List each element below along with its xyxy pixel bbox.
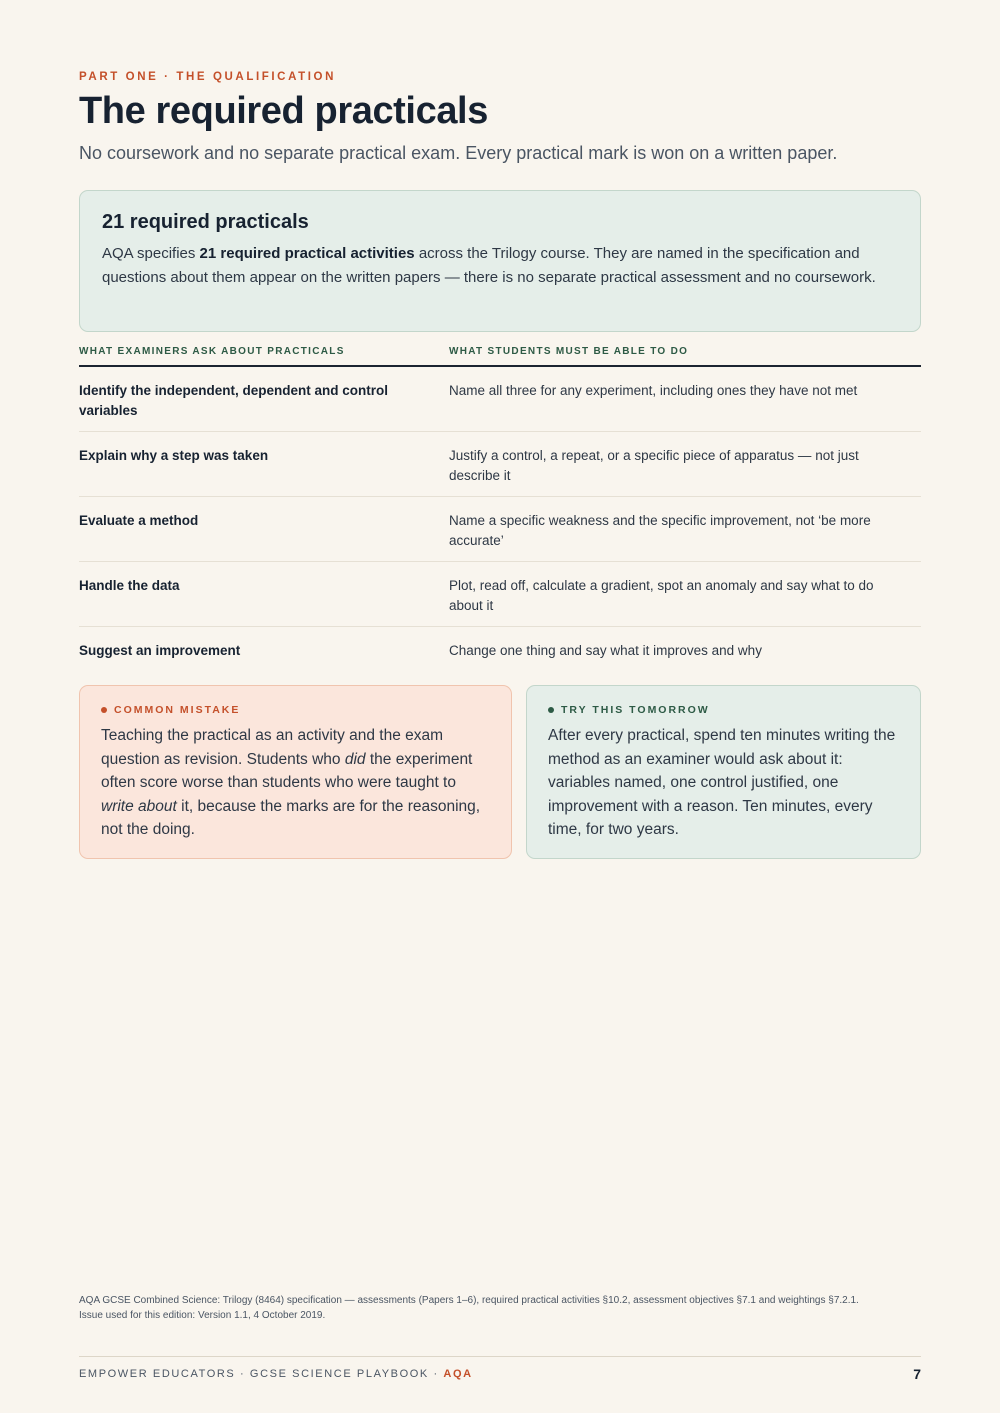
row-do: Name a specific weakness and the specific improvement, not ‘be more accurate’ xyxy=(449,513,871,548)
callout-text-part: across the Trilogy course. They are named in the specification and questions about them appear on the written papers — there is no separate practical assessment and no coursework. xyxy=(102,245,876,286)
row-ask: Evaluate a method xyxy=(79,513,199,528)
table-row xyxy=(79,432,921,497)
page-number: 7 xyxy=(913,1366,921,1382)
source-line: Issue used for this edition: Version 1.1, 4 October 2019. xyxy=(79,1310,326,1321)
callout-text-bold: 21 required practical activities xyxy=(199,245,415,262)
row-ask: Suggest an improvement xyxy=(79,643,241,658)
source-line: AQA GCSE Combined Science: Trilogy (8464) specification — assessments (Papers 1–6), required practical activities §10.2, assessment objectives §7.1 and weightings §7.2.1. xyxy=(79,1295,859,1306)
footer-brand-text: EMPOWER EDUCATORS · GCSE SCIENCE PLAYBOOK · xyxy=(79,1368,444,1380)
footer-brand xyxy=(79,1368,473,1380)
callout-text xyxy=(102,242,898,289)
try-this-tomorrow-text: After every practical, spend ten minutes writing the method as an examiner would ask about it: variables named, one control justified, one improvement with a reason. Ten minutes, every time, for two years. xyxy=(548,727,896,838)
footer-divider xyxy=(79,1356,921,1357)
row-do: Change one thing and say what it improves and why xyxy=(449,643,762,658)
callout-text-part: AQA specifies xyxy=(102,245,200,262)
row-do: Name all three for any experiment, including ones they have not met xyxy=(449,383,858,398)
required-practicals-callout xyxy=(79,190,921,332)
row-ask: Identify the independent, dependent and control variables xyxy=(79,383,389,418)
row-do: Plot, read off, calculate a gradient, spot an anomaly and say what to do about it xyxy=(449,578,874,613)
page-footer xyxy=(79,1366,921,1382)
practicals-table xyxy=(79,346,921,692)
bullet-dot-icon xyxy=(101,707,107,713)
mistake-text-emphasis: did xyxy=(344,750,366,768)
bullet-dot-icon xyxy=(548,707,554,713)
common-mistake-box xyxy=(79,685,512,859)
row-do: Justify a control, a repeat, or a specific piece of apparatus — not just describe it xyxy=(449,448,859,483)
common-mistake-text xyxy=(101,724,490,842)
mistake-text-part: Teaching the practical as an activity and the exam question as revision. Students who xyxy=(101,727,444,768)
table-row xyxy=(79,627,921,692)
page xyxy=(79,0,921,1413)
mistake-text-emphasis: write about xyxy=(101,797,177,815)
row-ask: Handle the data xyxy=(79,578,180,593)
try-this-tomorrow-tag xyxy=(548,704,899,716)
try-this-tomorrow-label: TRY THIS TOMORROW xyxy=(561,704,710,716)
page-subtitle: No coursework and no separate practical exam. Every practical mark is won on a written paper. xyxy=(79,143,838,163)
column-header-do: WHAT STUDENTS MUST BE ABLE TO DO xyxy=(449,346,689,357)
mistake-text-part: it, because the marks are for the reasoning, not the doing. xyxy=(101,797,481,838)
try-this-tomorrow-box xyxy=(526,685,921,859)
table-header xyxy=(79,346,921,367)
table-row xyxy=(79,497,921,562)
row-ask: Explain why a step was taken xyxy=(79,448,269,463)
page-title: The required practicals xyxy=(79,90,488,132)
table-row xyxy=(79,367,921,432)
common-mistake-tag xyxy=(101,704,490,716)
source-note xyxy=(79,1293,921,1323)
mistake-text-part: the experiment often score worse than students who were taught to xyxy=(101,750,473,791)
column-header-ask: WHAT EXAMINERS ASK ABOUT PRACTICALS xyxy=(79,346,345,357)
footer-brand-accent: AQA xyxy=(443,1368,473,1380)
callout-heading: 21 required practicals xyxy=(102,211,309,233)
section-eyebrow: PART ONE · THE QUALIFICATION xyxy=(79,71,337,83)
common-mistake-label: COMMON MISTAKE xyxy=(114,704,241,716)
table-row xyxy=(79,562,921,627)
